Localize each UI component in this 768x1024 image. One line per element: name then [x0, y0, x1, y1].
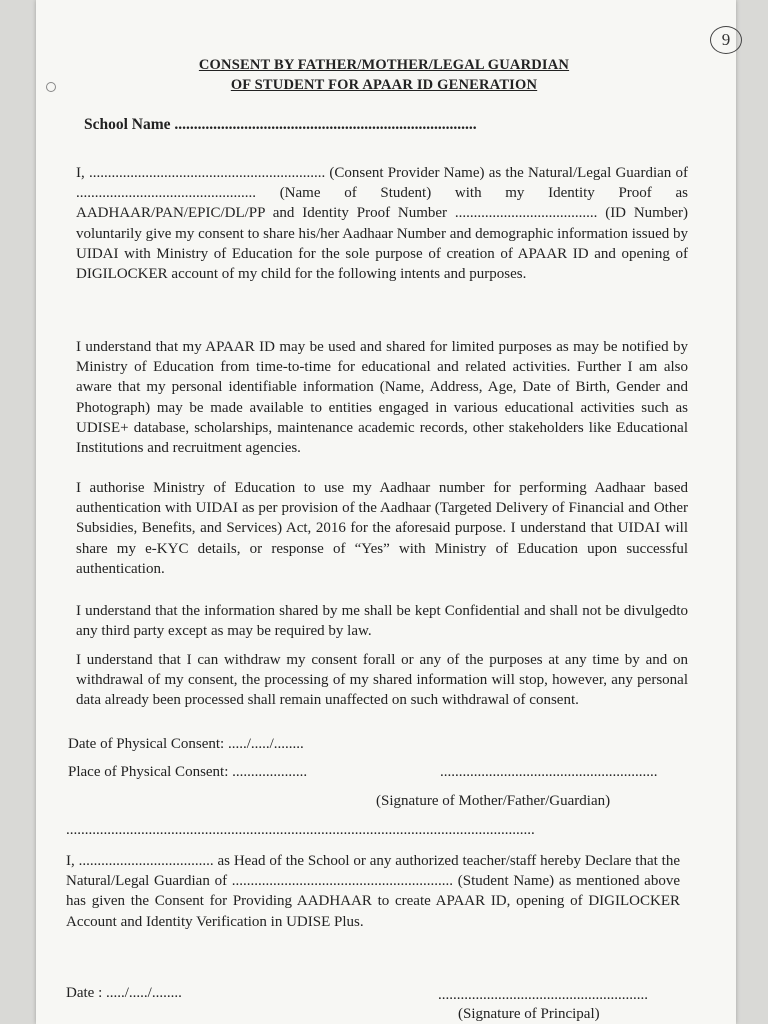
consent-paragraph-2: I understand that my APAAR ID may be used and shared for limited purposes as may be notified by Ministry of Education from time-to-time for educational and related activities. Further I am also aware that my personal identifiable information (Name, Address, Age, Date of Birth, Gender and Photograph) may be made available to entities engaged in various educational activities such as UDISE+ database, scholarships, maintenance academic records, other stakeholders like Educational Institutions and recruitment agencies.	[76, 339, 688, 457]
consent-paragraph-3: I authorise Ministry of Education to use my Aadhaar number for performing Aadhaar based authentication with UIDAI as per provision of the Aadhaar (Targeted Delivery of Financial and Other Subsidies, Benefits, and Services) Act, 2016 for the aforesaid purpose. I understand that UIDAI will share my e-KYC details, or response of “Yes” with Ministry of Education upon successful authentication.	[76, 480, 688, 577]
principal-signature-label: (Signature of Principal)	[458, 1006, 600, 1022]
page-number: 9	[710, 26, 742, 54]
school-name-field: School Name ..............................................................................	[84, 116, 477, 133]
date-of-consent-field: Date of Physical Consent: ...../...../........	[68, 736, 304, 752]
document-title-line1: CONSENT BY FATHER/MOTHER/LEGAL GUARDIAN	[198, 57, 570, 73]
section-divider: .............................................................................................................................	[66, 822, 535, 838]
guardian-signature-label: (Signature of Mother/Father/Guardian)	[376, 793, 611, 809]
declaration-date-field: Date : ...../...../........	[66, 985, 182, 1001]
declaration-paragraph: I, .................................... as Head of the School or any authorized teacher/staff hereby Declare that the Natural/Legal Guardian of ........................................................... (Student Name) as mentioned above has given the Consent for Providing AADHAAR to create APAAR ID, opening of DIGILOCKER Account and Identity Verification in UDISE Plus.	[66, 853, 680, 930]
principal-signature-line: ........................................................	[438, 987, 648, 1003]
consent-paragraph-1: I, ............................................................... (Consent Provider Name) as the Natural/Legal Guardian of ................................................ (Name of Student) with my Identity Proof as AADHAAR/PAN/EPIC/DL/PP and Identity Proof Number ...................................... (ID Number) voluntarily give my consent to share his/her Aadhaar Number and demographic information issued by UIDAI with Ministry of Education for the sole purpose of creation of APAAR ID and opening of DIGILOCKER account of my child for the following intents and purposes.	[76, 165, 688, 283]
place-of-consent-field: Place of Physical Consent: ....................	[68, 764, 308, 780]
guardian-signature-line: ..........................................................	[440, 764, 658, 780]
consent-paragraph-4: I understand that the information shared by me shall be kept Confidential and shall not be divulgedto any third party except as may be required by law.	[76, 603, 688, 640]
document-title-line2: OF STUDENT FOR APAAR ID GENERATION	[230, 77, 538, 93]
consent-paragraph-5: I understand that I can withdraw my consent forall or any of the purposes at any time by and on withdrawal of my consent, the processing of my shared information will stop, however, any personal data already been processed shall remain unaffected on such withdrawal of consent.	[76, 652, 688, 709]
